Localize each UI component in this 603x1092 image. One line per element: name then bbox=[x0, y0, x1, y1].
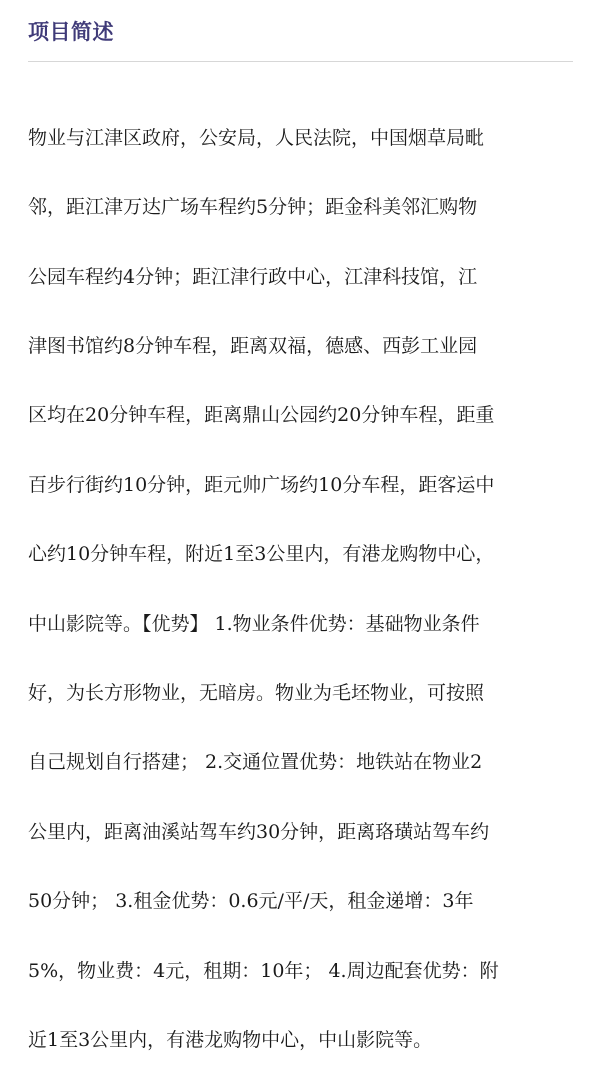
description-line: 公里内，距离油溪站驾车约30分钟，距离珞璜站驾车约 bbox=[28, 820, 490, 843]
section-title: 项目简述 bbox=[28, 20, 114, 44]
description-line: 5%，物业费：4元，租期：10年； 4.周边配套优势：附 bbox=[28, 959, 499, 982]
section-divider bbox=[28, 61, 573, 62]
description-line: 区均在20分钟车程，距离鼎山公园约20分钟车程，距重 bbox=[28, 404, 495, 427]
description-line: 好，为长方形物业，无暗房。物业为毛坯物业，可按照 bbox=[28, 681, 485, 704]
description-line: 近1至3公里内，有港龙购物中心，中山影院等。 bbox=[28, 1028, 433, 1051]
description-line: 津图书馆约8分钟车程，距离双福，德感、西彭工业园 bbox=[28, 334, 478, 357]
description-line: 50分钟； 3.租金优势：0.6元/平/天，租金递增：3年 bbox=[28, 890, 474, 913]
description-line: 物业与江津区政府，公安局，人民法院，中国烟草局毗 bbox=[28, 126, 485, 149]
description-line: 邻，距江津万达广场车程约5分钟；距金科美邻汇购物 bbox=[28, 196, 478, 219]
description-line: 中山影院等。【优势】 1.物业条件优势：基础物业条件 bbox=[28, 612, 480, 635]
description-line: 自己规划自行搭建； 2.交通位置优势：地铁站在物业2 bbox=[28, 751, 483, 774]
project-description bbox=[28, 86, 576, 1092]
description-line: 百步行街约10分钟，距元帅广场约10分车程，距客运中 bbox=[28, 473, 495, 496]
description-line: 心约10分钟车程，附近1至3公里内，有港龙购物中心， bbox=[28, 543, 495, 566]
description-line: 公园车程约4分钟；距江津行政中心，江津科技馆，江 bbox=[28, 265, 478, 288]
